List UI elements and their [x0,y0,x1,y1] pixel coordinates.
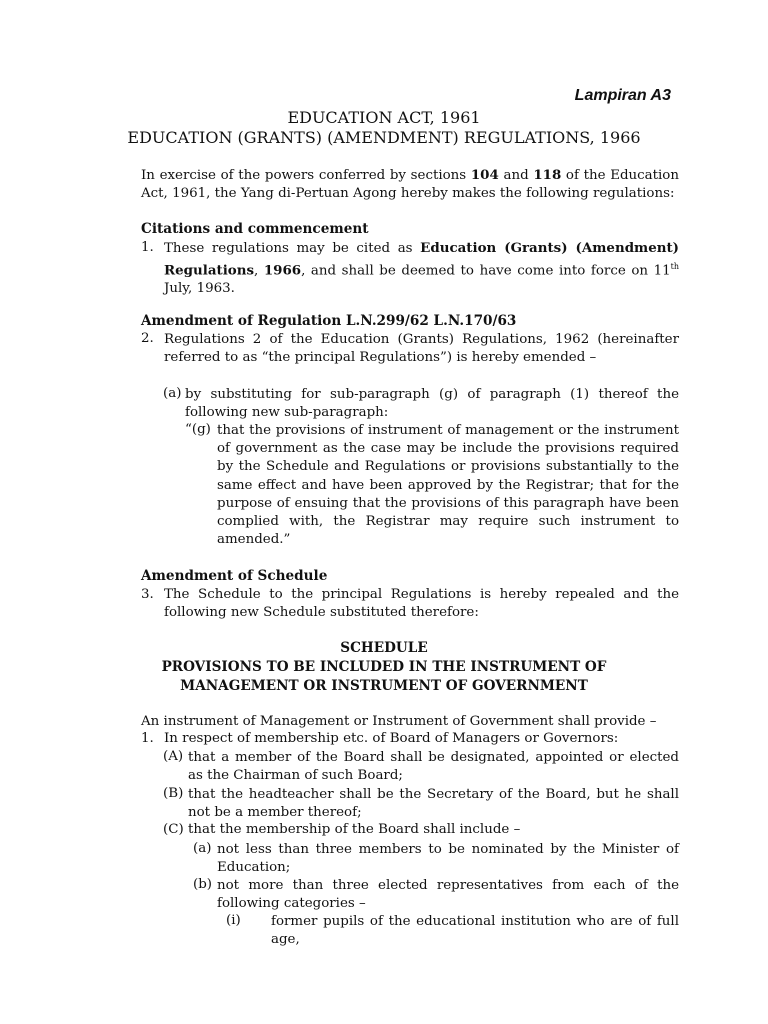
schedule-item-B-label: (B) [163,786,184,801]
preamble-text-b: and [498,168,534,183]
section-2-number: 2. [141,331,154,346]
preamble-section-118: 118 [533,167,562,183]
schedule-item-b-label: (b) [193,877,213,892]
section-3-number: 3. [141,587,154,602]
schedule-item-B-text: that the headteacher shall be the Secretary of the Board, but he shall not be a member thereof; [188,787,679,820]
section-1-cite-year: 1966 [263,262,302,279]
section-1-text-b: , [254,263,264,279]
schedule-title: SCHEDULE [340,640,428,656]
schedule-item-A-text: that a member of the Board shall be designated, appointed or elected as the Chairman of such Board; [188,750,679,783]
schedule-intro: An instrument of Management or Instrument of Government shall provide – [141,714,657,729]
section-2-item-a-text: by substituting for sub-paragraph (g) of paragraph (1) thereof the following new sub-paragraph: [185,387,679,420]
annex-label: Lampiran A3 [574,87,671,104]
schedule-item-1-text: In respect of membership etc. of Board of Managers or Governors: [164,731,619,746]
schedule-item-b-text: not more than three elected representatives from each of the following categories – [217,878,679,911]
preamble-section-104: 104 [470,167,499,183]
section-2-item-g-text: that the provisions of instrument of management or the instrument of government as the case may be include the provisions required by the Schedule and Regulations or provisions substantially to the same effect and have been approved by the Registrar; that for the purpose of ensuing that the provisions of this paragraph have been complied with, the Registrar may require such instrument to amended.” [217,423,679,548]
section-2-item-a-label: (a) [163,386,182,401]
schedule-subtitle-1: PROVISIONS TO BE INCLUDED IN THE INSTRUMENT OF [161,659,607,675]
section-3-heading: Amendment of Schedule [141,568,328,584]
preamble [141,166,679,203]
schedule-item-C-label: (C) [163,822,184,837]
section-3-text: The Schedule to the principal Regulations is hereby repealed and the following new Schedule substituted therefore: [164,587,679,620]
section-1-heading: Citations and commencement [141,221,369,237]
section-1-cite-name: Education (Grants) (Amendment) Regulations [164,240,679,279]
schedule-item-i-text: former pupils of the educational institution who are of full age, [271,914,679,947]
schedule-item-i-label: (i) [226,913,241,928]
section-2-text: Regulations 2 of the Education (Grants) Regulations, 1962 (hereinafter referred to as “the principal Regulations”) is hereby emended – [164,332,679,365]
section-1-text-c: , and shall be deemed to have come into force on 11 [301,263,671,279]
schedule-item-C-text: that the membership of the Board shall include – [188,822,521,837]
section-1-ordinal: th [670,262,679,271]
section-2-heading: Amendment of Regulation L.N.299/62 L.N.170/63 [141,313,517,329]
schedule-item-a-text: not less than three members to be nominated by the Minister of Education; [217,842,679,875]
section-1-text [164,239,679,298]
schedule-item-1-number: 1. [141,731,154,746]
regulation-title: EDUCATION (GRANTS) (AMENDMENT) REGULATIONS, 1966 [127,128,641,147]
section-1-number: 1. [141,240,154,255]
preamble-text-a: In exercise of the powers conferred by sections [141,168,471,183]
section-2-item-g-label: “(g) [185,422,211,437]
schedule-item-a-label: (a) [193,841,212,856]
schedule-item-A-label: (A) [163,749,184,764]
schedule-subtitle-2: MANAGEMENT OR INSTRUMENT OF GOVERNMENT [180,678,588,694]
section-1-text-a: These regulations may be cited as [164,241,421,256]
act-title: EDUCATION ACT, 1961 [287,108,481,127]
preamble-text-c: of the Education Act, 1961, the Yang di-Pertuan Agong hereby makes the following regulations: [141,168,679,201]
section-1-text-d: July, 1963. [164,281,235,297]
